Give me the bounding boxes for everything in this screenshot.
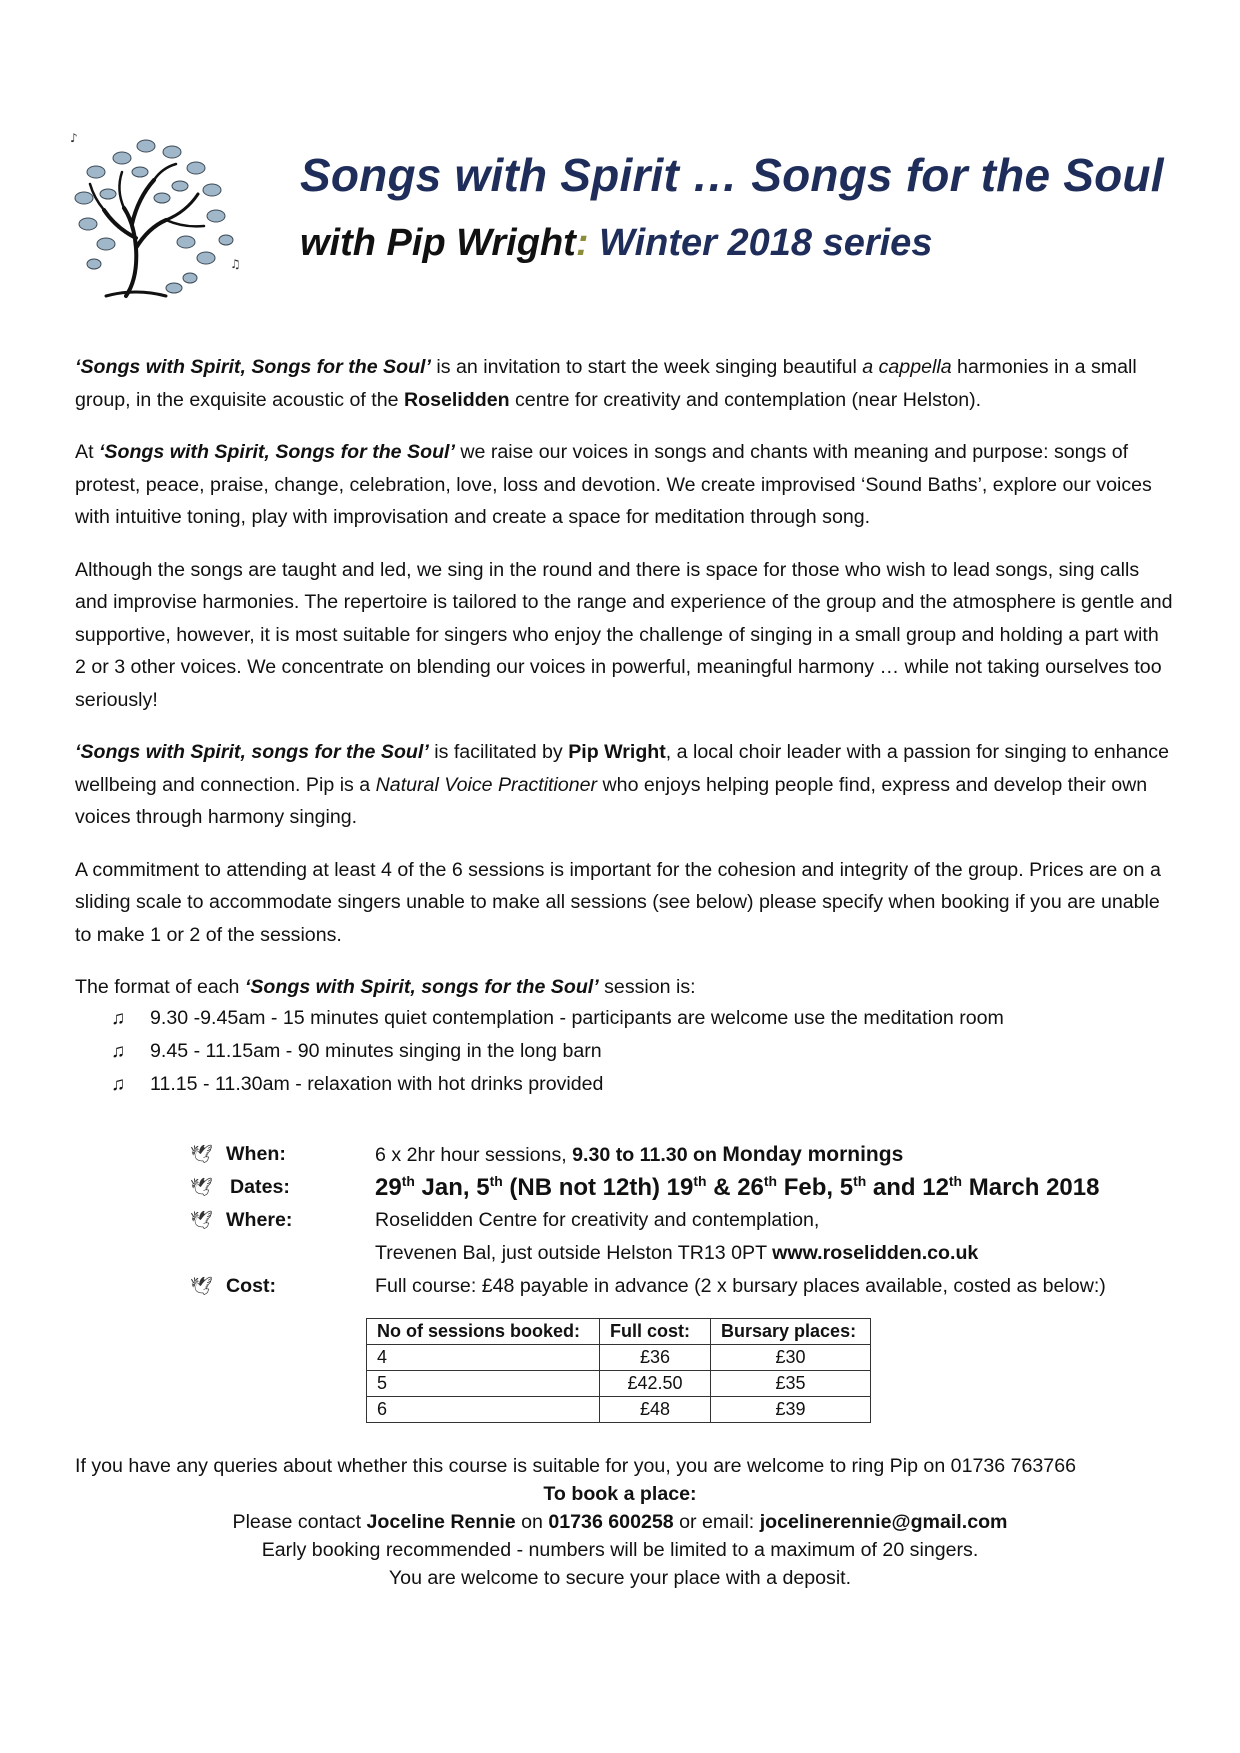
event-details xyxy=(190,1138,1180,1303)
where-row-2 xyxy=(190,1237,1180,1270)
description-body xyxy=(75,351,1175,1101)
text-span: 29 xyxy=(375,1174,402,1201)
table-header-row xyxy=(367,1319,871,1345)
text-span: March 2018 xyxy=(962,1174,1100,1201)
text-span: Please contact xyxy=(232,1511,367,1533)
contact-line xyxy=(60,1508,1180,1536)
text-sup: th xyxy=(948,1173,963,1189)
booking-footer xyxy=(60,1452,1180,1592)
table-row xyxy=(367,1397,871,1423)
column-header: Bursary places: xyxy=(711,1319,871,1345)
early-booking-note: Early booking recommended - numbers will be limited to a maximum of 20 singers. xyxy=(261,1539,979,1561)
list-item-text: 9.30 -9.45am - 15 minutes quiet contemplation - participants are welcome use the meditation room xyxy=(150,1006,1004,1029)
list-item xyxy=(75,1002,1175,1035)
price-table xyxy=(366,1318,871,1423)
dove-icon: 🕊 xyxy=(190,1210,213,1230)
table-cell: £36 xyxy=(600,1345,711,1371)
booking-heading xyxy=(60,1480,1180,1508)
table-cell: £39 xyxy=(711,1397,871,1423)
column-header: No of sessions booked: xyxy=(367,1319,600,1345)
text-bold: 9.30 to 11.30 on xyxy=(572,1144,723,1166)
text-span: Feb, 5 xyxy=(777,1174,854,1201)
table-cell: 6 xyxy=(367,1397,600,1423)
facilitator-name: Pip Wright xyxy=(568,741,666,763)
when-row xyxy=(190,1138,1180,1171)
when-value xyxy=(375,1138,903,1172)
text-span: The format of each xyxy=(75,976,245,998)
text-span: 6 x 2hr hour sessions, xyxy=(375,1144,573,1166)
text-span: on xyxy=(515,1511,549,1533)
dove-icon: 🕊 xyxy=(190,1144,213,1164)
music-note-icon: ♫ xyxy=(111,1073,126,1095)
svg-text:♪: ♪ xyxy=(70,131,78,145)
event-name: ‘Songs with Spirit, Songs for the Soul’ xyxy=(75,356,431,378)
table-row xyxy=(367,1345,871,1371)
cost-value: Full course: £48 payable in advance (2 x bursary places available, costed as below:) xyxy=(375,1275,1106,1297)
table-cell: £35 xyxy=(711,1371,871,1397)
where-label: Where: xyxy=(226,1209,293,1231)
dates-value xyxy=(375,1171,1099,1204)
text-span: Trevenen Bal, just outside Helston TR13 0PT xyxy=(375,1242,773,1264)
contact-name: Joceline Rennie xyxy=(366,1511,516,1533)
table-row xyxy=(367,1371,871,1397)
text-span: (NB not 12th) 19 xyxy=(502,1174,694,1201)
when-label: When: xyxy=(226,1143,286,1165)
voices-paragraph xyxy=(75,436,1175,534)
text-span: who enjoys helping people find, express and develop their own voices through harmony singing. xyxy=(75,773,1148,828)
text-bold: To book a place: xyxy=(543,1483,697,1505)
text-bold: Monday mornings xyxy=(722,1143,904,1166)
where-line-2 xyxy=(375,1237,978,1270)
text-span: , a local choir leader with a passion for singing to enhance wellbeing and connection. Pip is a xyxy=(75,741,1170,796)
dove-icon: 🕊 xyxy=(190,1276,213,1296)
page-title: Songs with Spirit … Songs for the Soul xyxy=(300,149,1164,201)
text-span: & 26 xyxy=(706,1174,764,1201)
list-item-text: 11.15 - 11.30am - relaxation with hot drinks provided xyxy=(150,1072,604,1095)
text-span: is an invitation to start the week singing beautiful xyxy=(430,356,863,378)
text-sup: th xyxy=(489,1173,503,1189)
dove-icon: 🕊 xyxy=(190,1177,213,1197)
event-name: ‘Songs with Spirit, Songs for the Soul’ xyxy=(98,441,455,463)
page-subtitle xyxy=(300,222,932,265)
deposit-note: You are welcome to secure your place with a deposit. xyxy=(388,1567,852,1589)
facilitator-paragraph xyxy=(75,736,1175,834)
repertoire-paragraph: Although the songs are taught and led, we sing in the round and there is space for those who wish to lead songs, sing calls and improvise harmonies. The repertoire is tailored to the range and experience of the group and the atmosphere is gentle and supportive, however, it is most suitable for singers who enjoy the challenge of singing in a small group and holding a part with 2 or 3 other voices. We concentrate on blending our voices in powerful, meaningful harmony … while not taking ourselves too seriously! xyxy=(75,558,1173,711)
where-row xyxy=(190,1204,1180,1237)
text-span: At xyxy=(75,441,99,463)
subtitle-colon: : xyxy=(575,222,589,264)
table-cell: £48 xyxy=(600,1397,711,1423)
list-item xyxy=(75,1068,1175,1101)
text-sup: th xyxy=(401,1173,415,1189)
text-span: we raise our voices in songs and chants with meaning and purpose: songs of protest, peace, praise, change, celebration, love, loss and devotion. We create improvised ‘Sound Baths’, explore our voices with intuitive toning, play with improvisation and create a space for meditation through song. xyxy=(75,441,1152,528)
music-note-icon: ♫ xyxy=(111,1007,126,1029)
text-sup: th xyxy=(693,1173,707,1189)
table-cell: 5 xyxy=(367,1371,600,1397)
dates-label: Dates: xyxy=(230,1176,290,1198)
text-sup: th xyxy=(853,1173,867,1189)
list-item xyxy=(75,1035,1175,1068)
text-span: harmonies in a small group, in the exquisite acoustic of the xyxy=(75,356,1137,411)
text-sup: th xyxy=(763,1173,778,1189)
event-name: ‘Songs with Spirit, songs for the Soul’ xyxy=(75,741,429,763)
cost-row xyxy=(190,1270,1180,1303)
contact-phone: 01736 600258 xyxy=(548,1511,674,1533)
text-span: centre for creativity and contemplation (near Helston). xyxy=(509,388,982,411)
cost-label: Cost: xyxy=(226,1275,277,1297)
text-italic: Natural Voice Practitioner xyxy=(375,773,598,796)
table-cell: £42.50 xyxy=(600,1371,711,1397)
subtitle-series: Winter 2018 series xyxy=(588,222,933,264)
where-line-1: Roselidden Centre for creativity and contemplation, xyxy=(375,1209,820,1231)
text-span: Jan, 5 xyxy=(414,1174,490,1201)
table-cell: £30 xyxy=(711,1345,871,1371)
dates-row xyxy=(190,1171,1180,1204)
intro-paragraph xyxy=(75,351,1175,416)
website-link[interactable]: www.roselidden.co.uk xyxy=(772,1242,979,1264)
text-span: is facilitated by xyxy=(428,741,569,763)
event-name: ‘Songs with Spirit, songs for the Soul’ xyxy=(244,976,599,998)
tree-with-birds-icon xyxy=(66,128,244,300)
venue-name: Roselidden xyxy=(403,388,510,411)
text-span: session is: xyxy=(598,976,696,998)
format-intro xyxy=(75,971,1175,1004)
table-cell: 4 xyxy=(367,1345,600,1371)
svg-text:♫: ♫ xyxy=(230,257,241,271)
text-span: and 12 xyxy=(866,1174,949,1201)
email-link[interactable]: jocelinerennie@gmail.com xyxy=(759,1511,1008,1533)
text-italic: a cappella xyxy=(862,356,952,378)
music-note-icon: ♫ xyxy=(111,1040,126,1062)
session-format-list xyxy=(75,1002,1175,1101)
subtitle-name: with Pip Wright xyxy=(300,222,576,264)
column-header: Full cost: xyxy=(600,1319,711,1345)
list-item-text: 9.45 - 11.15am - 90 minutes singing in the long barn xyxy=(150,1039,602,1062)
commitment-paragraph: A commitment to attending at least 4 of the 6 sessions is important for the cohesion and integrity of the group. Prices are on a sliding scale to accommodate singers unable to make all sessions (see below) please specify when booking if you are unable to make 1 or 2 of the sessions. xyxy=(75,858,1161,946)
query-text: If you have any queries about whether this course is suitable for you, you are welcome to ring Pip on 01736 763766 xyxy=(75,1455,1076,1477)
text-span: or email: xyxy=(673,1511,760,1533)
